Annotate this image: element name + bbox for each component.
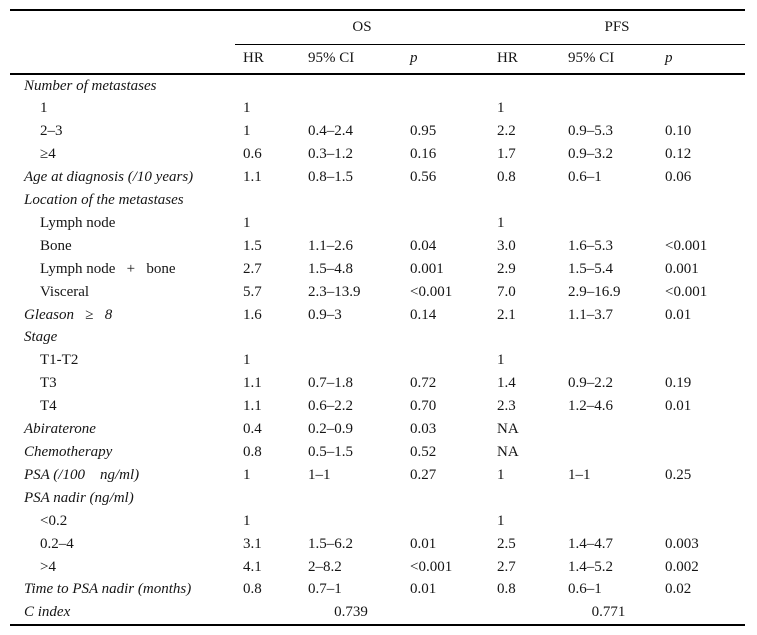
column-group-row <box>10 10 745 45</box>
cell-p-os <box>402 487 489 510</box>
cell-p-os: 0.95 <box>410 123 437 140</box>
cell-ci-os: 2.3–13.9 <box>308 283 361 300</box>
row-label: PSA nadir (ng/ml) <box>24 489 134 506</box>
cell-ci-os: 0.7–1 <box>308 581 342 598</box>
cell-ci-os: 2–8.2 <box>308 558 342 575</box>
header-ci-pfs: 95% CI <box>560 45 657 74</box>
cell-ci-os <box>300 349 402 372</box>
cell-hr-os: 1 <box>243 214 251 231</box>
cell-hr-os: 1 <box>243 512 251 529</box>
row-label: Visceral <box>40 283 90 300</box>
cell-hr-os: 0.4 <box>243 421 262 438</box>
cell-p-pfs <box>657 418 745 441</box>
row-label: Age at diagnosis (/10 years) <box>24 169 194 186</box>
cell-p-pfs <box>657 212 745 235</box>
row-label: >4 <box>40 558 56 575</box>
cell-p-os: <0.001 <box>410 558 453 575</box>
cell-p-os: 0.001 <box>410 260 444 277</box>
cell-hr-pfs <box>489 189 560 212</box>
cell-ci-os <box>300 189 402 212</box>
cell-ci-os: 0.5–1.5 <box>308 444 353 460</box>
table-body <box>10 74 745 626</box>
cell-p-pfs <box>657 487 745 510</box>
cell-hr-pfs: 7.0 <box>497 283 516 300</box>
cell-p-os: <0.001 <box>410 283 453 300</box>
cell-hr-pfs: 0.8 <box>497 169 516 186</box>
cell-ci-pfs: 0.9–3.2 <box>568 146 613 163</box>
row-label: T1-T2 <box>40 352 79 369</box>
cell-hr-os <box>235 601 300 625</box>
row-label: 0.2–4 <box>40 535 74 552</box>
cell-hr-os: 1.1 <box>243 169 262 186</box>
table-row <box>10 143 745 166</box>
table-row <box>10 235 745 258</box>
cell-p-os <box>402 189 489 212</box>
cell-ci-os: 0.739 <box>334 604 368 621</box>
cell-hr-pfs: 2.9 <box>497 260 516 277</box>
cell-ci-pfs: 2.9–16.9 <box>568 283 621 300</box>
cell-hr-pfs: 0.8 <box>497 581 516 598</box>
cell-p-pfs <box>657 326 745 349</box>
cell-p-pfs: 0.02 <box>665 581 692 598</box>
table-row <box>10 395 745 418</box>
cell-ci-os: 1–1 <box>308 466 331 483</box>
cell-ci-pfs <box>560 487 657 510</box>
cell-p-os: 0.01 <box>410 535 437 552</box>
cell-hr-os: 1.1 <box>243 398 262 415</box>
header-p-pfs: p <box>657 45 745 74</box>
header-hr-os: HR <box>235 45 300 74</box>
row-label: Bone <box>40 237 72 254</box>
row-label: Location of the metastases <box>24 192 184 209</box>
table-row <box>10 212 745 235</box>
cell-hr-os: 3.1 <box>243 535 262 552</box>
cell-hr-os: 1.5 <box>243 237 262 254</box>
table-row <box>10 258 745 281</box>
cell-p-pfs: 0.06 <box>665 169 692 186</box>
cell-ci-os <box>300 510 402 533</box>
cell-hr-pfs: 1 <box>497 214 505 231</box>
cell-p-pfs <box>657 189 745 212</box>
cell-hr-pfs: 2.7 <box>497 558 516 575</box>
cell-p-pfs: 0.003 <box>665 535 699 552</box>
header-hr-pfs: HR <box>489 45 560 74</box>
cell-ci-os: 0.4–2.4 <box>308 123 353 140</box>
cell-p-os: 0.70 <box>410 398 437 415</box>
column-group-pfs: PFS <box>489 10 745 45</box>
cell-ci-os <box>300 326 402 349</box>
cell-hr-os: 1 <box>243 466 251 483</box>
table-row <box>10 120 745 143</box>
row-label: Lymph node + bone <box>40 260 176 277</box>
cell-hr-pfs: 1 <box>497 466 505 483</box>
cell-p-pfs: 0.01 <box>665 306 692 323</box>
cell-ci-os <box>300 97 402 120</box>
cell-ci-pfs: 1.1–3.7 <box>568 306 613 323</box>
row-label: 1 <box>40 100 48 117</box>
column-group-os: OS <box>235 10 489 45</box>
row-label: Stage <box>24 329 58 346</box>
table-row <box>10 464 745 487</box>
cell-hr-pfs: 1.7 <box>497 146 516 163</box>
table-row <box>10 487 745 510</box>
header-blank-cell <box>10 45 235 74</box>
table-row <box>10 578 745 601</box>
row-label: Chemotherapy <box>24 444 113 460</box>
cell-hr-os: 0.8 <box>243 581 262 598</box>
cell-p-os <box>402 74 489 98</box>
cell-hr-pfs <box>489 326 560 349</box>
table-row <box>10 189 745 212</box>
table-row <box>10 372 745 395</box>
cell-ci-pfs <box>560 441 657 464</box>
cell-p-os: 0.27 <box>410 466 437 483</box>
cell-p-pfs: 0.19 <box>665 375 692 392</box>
cell-ci-pfs: 1–1 <box>568 466 591 483</box>
table-row <box>10 166 745 189</box>
table-row <box>10 281 745 304</box>
table-row <box>10 601 745 625</box>
cell-hr-os: 1 <box>243 352 251 369</box>
cell-hr-pfs: NA <box>497 421 519 438</box>
cell-p-pfs: 0.12 <box>665 146 692 163</box>
table-row <box>10 556 745 579</box>
row-label: T3 <box>40 375 57 392</box>
table-row <box>10 304 745 327</box>
cell-ci-pfs: 0.6–1 <box>568 581 602 598</box>
cell-ci-os <box>300 74 402 98</box>
cell-ci-pfs <box>560 326 657 349</box>
cell-ci-pfs <box>560 74 657 98</box>
cell-hr-pfs <box>489 601 560 625</box>
cell-p-os <box>402 510 489 533</box>
cell-ci-os: 1.5–6.2 <box>308 535 353 552</box>
cell-p-pfs <box>657 349 745 372</box>
table-row <box>10 97 745 120</box>
cell-hr-pfs: 1 <box>497 100 505 117</box>
cell-p-os <box>402 349 489 372</box>
cell-hr-pfs: 1.4 <box>497 375 516 392</box>
cell-hr-pfs: 2.3 <box>497 398 516 415</box>
row-label: Time to PSA nadir (months) <box>24 581 192 598</box>
cell-ci-pfs: 0.9–2.2 <box>568 375 613 392</box>
cell-ci-pfs: 0.771 <box>591 604 626 621</box>
row-label: Number of metastases <box>24 77 157 94</box>
cell-p-os <box>402 326 489 349</box>
cell-hr-os: 1 <box>243 123 251 140</box>
cell-p-pfs <box>657 97 745 120</box>
cell-ci-os <box>300 212 402 235</box>
cell-ci-os: 0.7–1.8 <box>308 375 353 392</box>
table-header <box>10 10 745 74</box>
cell-p-pfs: 0.002 <box>665 558 699 575</box>
cell-p-os <box>402 601 489 625</box>
cell-hr-pfs: 1 <box>497 512 505 529</box>
table-row <box>10 74 745 98</box>
cell-hr-os <box>235 326 300 349</box>
table-row <box>10 441 745 464</box>
cell-p-pfs <box>657 510 745 533</box>
table-row <box>10 349 745 372</box>
cell-hr-os: 4.1 <box>243 558 262 575</box>
cell-hr-os <box>235 189 300 212</box>
cell-hr-os: 5.7 <box>243 283 262 300</box>
header-p-os: p <box>402 45 489 74</box>
cell-p-pfs: <0.001 <box>665 283 708 300</box>
cell-ci-pfs <box>560 189 657 212</box>
cell-hr-os <box>235 74 300 98</box>
row-label: Abiraterone <box>24 421 96 438</box>
row-label: 2–3 <box>40 123 63 140</box>
cell-ci-os: 0.8–1.5 <box>308 169 353 186</box>
cell-p-os: 0.04 <box>410 237 437 254</box>
cell-p-os <box>402 212 489 235</box>
header-blank-cell <box>10 10 235 45</box>
cell-ci-os: 1.5–4.8 <box>308 260 353 277</box>
cell-hr-pfs: 3.0 <box>497 237 516 254</box>
row-label: C index <box>24 604 71 621</box>
cell-p-os: 0.72 <box>410 375 437 392</box>
cell-ci-pfs <box>560 510 657 533</box>
cell-hr-os: 1.6 <box>243 306 262 323</box>
cell-ci-pfs <box>560 97 657 120</box>
cell-hr-os: 0.6 <box>243 146 262 163</box>
cell-ci-pfs: 0.6–1 <box>568 169 602 186</box>
sub-header-row <box>10 45 745 74</box>
cell-ci-pfs: 1.6–5.3 <box>568 237 613 254</box>
cell-p-os: 0.03 <box>410 421 437 438</box>
cell-p-pfs: 0.10 <box>665 123 692 140</box>
cell-p-pfs: <0.001 <box>665 237 708 254</box>
cell-p-pfs <box>657 601 745 625</box>
cell-hr-pfs: 1 <box>497 352 505 369</box>
table-row <box>10 510 745 533</box>
cell-hr-pfs: NA <box>497 444 519 460</box>
cell-ci-pfs: 1.5–5.4 <box>568 260 613 277</box>
cell-ci-pfs <box>560 349 657 372</box>
row-label: <0.2 <box>40 512 68 529</box>
table-row <box>10 418 745 441</box>
cell-p-os <box>402 97 489 120</box>
table-row <box>10 326 745 349</box>
cell-hr-pfs: 2.2 <box>497 123 516 140</box>
cell-ci-os: 0.6–2.2 <box>308 398 353 415</box>
cell-hr-pfs: 2.5 <box>497 535 516 552</box>
cell-p-pfs: 0.001 <box>665 260 699 277</box>
cell-p-os: 0.52 <box>410 444 437 460</box>
header-ci-os: 95% CI <box>300 45 402 74</box>
results-table <box>10 9 745 626</box>
cell-p-os: 0.01 <box>410 581 437 598</box>
cell-hr-pfs <box>489 74 560 98</box>
cell-hr-os: 0.8 <box>243 444 262 460</box>
cell-ci-pfs: 1.4–5.2 <box>568 558 613 575</box>
cell-ci-os: 0.9–3 <box>308 306 342 323</box>
row-label: Lymph node <box>40 214 116 231</box>
cell-ci-pfs <box>560 212 657 235</box>
cell-p-pfs: 0.01 <box>665 398 692 415</box>
cell-ci-pfs: 1.2–4.6 <box>568 398 613 415</box>
cell-hr-os: 1 <box>243 100 251 117</box>
cell-hr-os <box>235 487 300 510</box>
cell-hr-os: 1.1 <box>243 375 262 392</box>
cell-ci-os: 0.3–1.2 <box>308 146 353 163</box>
cell-hr-os: 2.7 <box>243 260 262 277</box>
row-label: Gleason ≥ 8 <box>24 306 113 323</box>
cell-p-os: 0.56 <box>410 169 437 186</box>
cell-ci-os: 0.2–0.9 <box>308 421 353 438</box>
cell-ci-pfs: 1.4–4.7 <box>568 535 613 552</box>
cell-p-os: 0.16 <box>410 146 437 163</box>
row-label: T4 <box>40 398 57 415</box>
cell-hr-pfs: 2.1 <box>497 306 516 323</box>
cell-ci-pfs: 0.9–5.3 <box>568 123 613 140</box>
table-row <box>10 533 745 556</box>
cell-ci-pfs <box>560 418 657 441</box>
row-label: ≥4 <box>40 146 56 163</box>
cell-ci-os: 1.1–2.6 <box>308 237 353 254</box>
cell-hr-pfs <box>489 487 560 510</box>
cell-p-pfs <box>657 441 745 464</box>
cell-ci-os <box>300 487 402 510</box>
cell-p-os: 0.14 <box>410 306 437 323</box>
cell-p-pfs: 0.25 <box>665 466 692 483</box>
cell-p-pfs <box>657 74 745 98</box>
row-label: PSA (/100 ng/ml) <box>24 466 140 483</box>
